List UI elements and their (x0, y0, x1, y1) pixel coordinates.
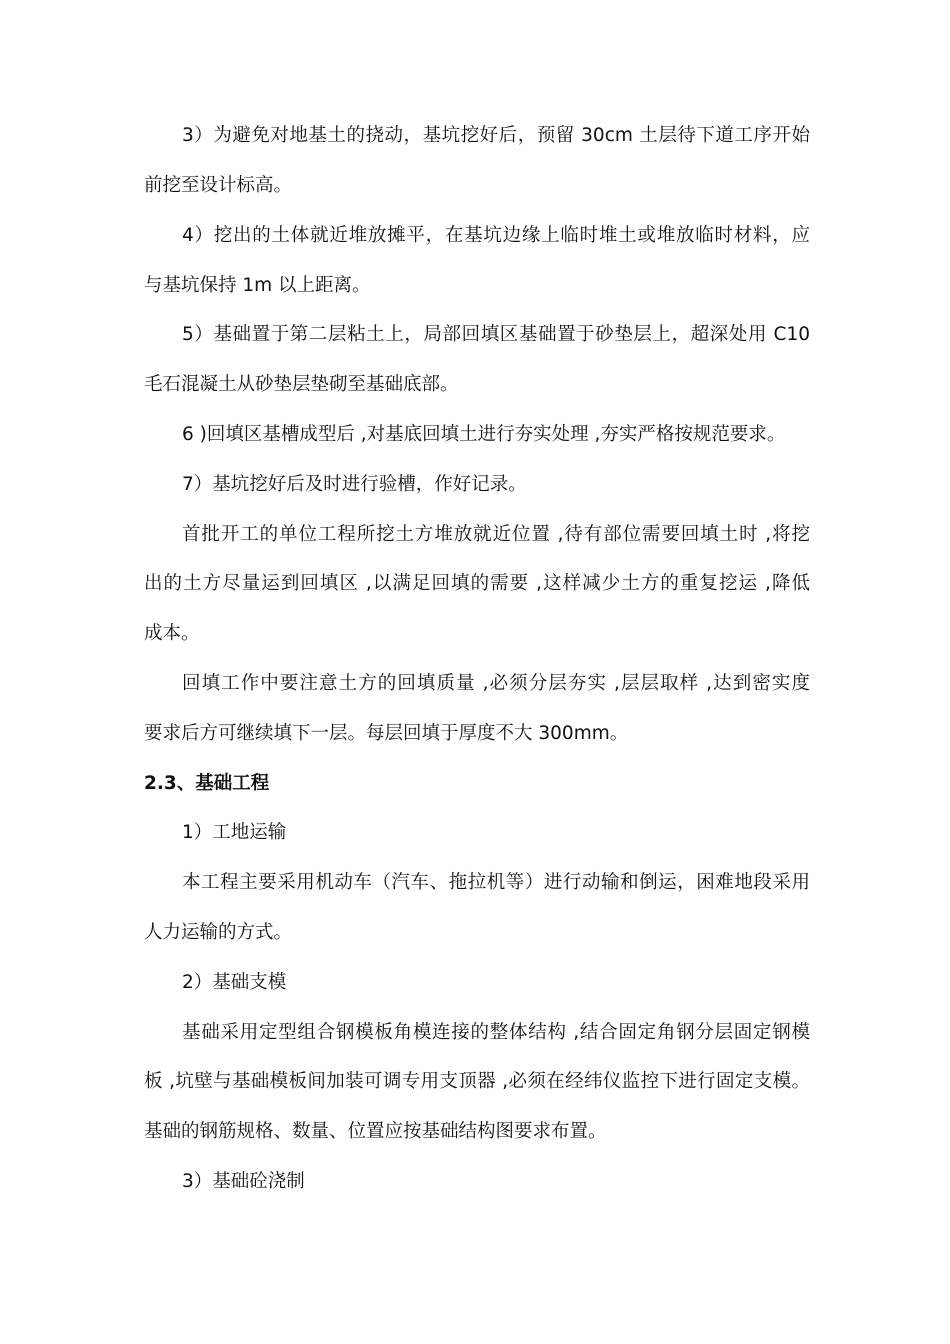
text-line: 基础采用定型组合钢模板角模连接的整体结构 ,结合固定角钢分层固定钢模 (182, 1022, 810, 1043)
text-line: 与基坑保持 1m 以上距离。 (144, 275, 371, 296)
text-line: 7）基坑挖好后及时进行验槽，作好记录。 (182, 474, 527, 495)
section-heading: 2.3、基础工程 (144, 773, 270, 794)
text-line: 出的土方尽量运到回填区 ,以满足回填的需要 ,这样减少土方的重复挖运 ,降低 (144, 573, 810, 594)
text-line: 4）挖出的土体就近堆放摊平，在基坑边缘上临时堆土或堆放临时材料，应 (182, 225, 810, 246)
text-line: 3）为避免对地基土的挠动，基坑挖好后，预留 30cm 土层待下道工序开始 (182, 125, 810, 146)
text-line: 人力运输的方式。 (144, 922, 293, 943)
text-line: 毛石混凝土从砂垫层垫砌至基础底部。 (144, 374, 459, 395)
text-line: 要求后方可继续填下一层。每层回填于厚度不大 300mm。 (144, 723, 629, 744)
text-line: 本工程主要采用机动车（汽车、拖拉机等）进行动输和倒运，困难地段采用 (182, 872, 810, 893)
text-line: 前挖至设计标高。 (144, 175, 293, 196)
text-line: 首批开工的单位工程所挖土方堆放就近位置 ,待有部位需要回填土时 ,将挖 (182, 524, 810, 545)
subheading: 3）基础砼浇制 (182, 1171, 305, 1192)
subheading: 2）基础支模 (182, 972, 287, 993)
text-line: 5）基础置于第二层粘土上，局部回填区基础置于砂垫层上，超深处用 C10 (182, 324, 810, 345)
text-line: 板 ,坑壁与基础模板间加装可调专用支顶器 ,必须在经纬仪监控下进行固定支模。 (144, 1071, 810, 1092)
text-line: 回填工作中要注意土方的回填质量 ,必须分层夯实 ,层层取样 ,达到密实度 (182, 673, 810, 694)
subheading: 1）工地运输 (182, 822, 287, 843)
text-line: 基础的钢筋规格、数量、位置应按基础结构图要求布置。 (144, 1121, 607, 1142)
text-line: 成本。 (144, 623, 200, 644)
text-line: 6 )回填区基槽成型后 ,对基底回填土进行夯实处理 ,夯实严格按规范要求。 (182, 424, 786, 445)
